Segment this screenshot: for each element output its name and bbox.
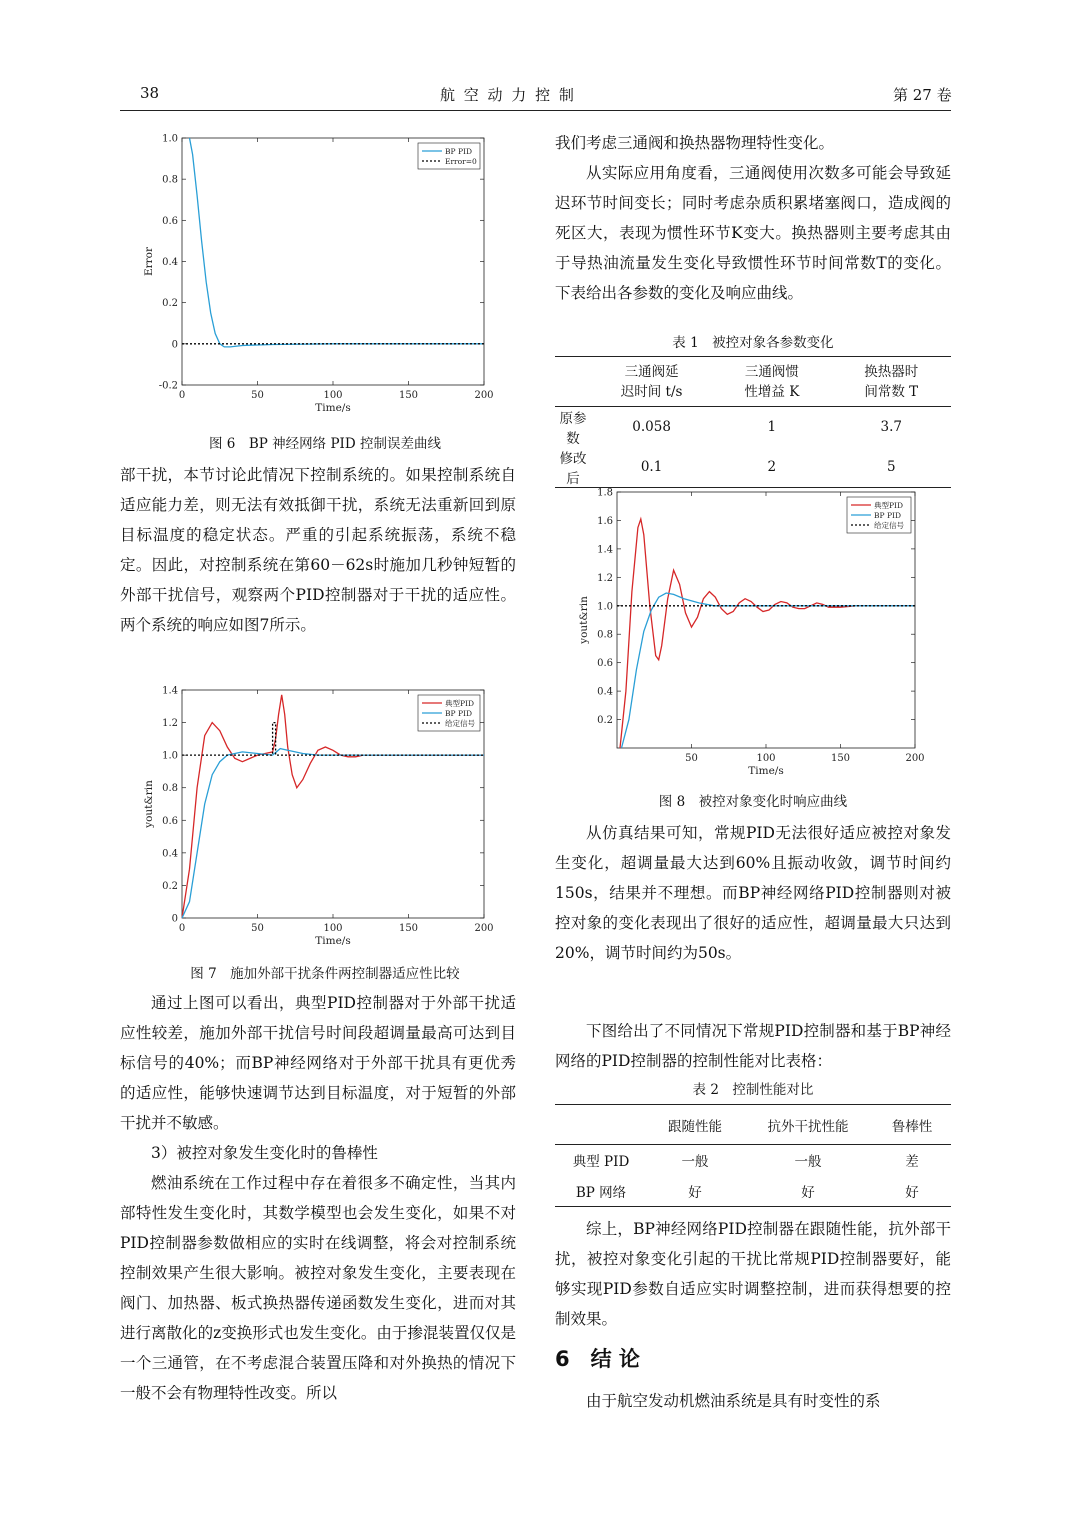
- header-rule: [120, 110, 951, 111]
- y-axis-label: yout&rin: [143, 780, 155, 828]
- table-cell: 好: [801, 1184, 815, 1201]
- y-tick-label: 0: [171, 339, 178, 351]
- y-tick-label: 0.8: [162, 783, 178, 795]
- figure-8-caption: 图 8 被控对象变化时响应曲线: [658, 794, 848, 810]
- table-1-header-cell: 三通阀惯性增益 K: [744, 363, 800, 400]
- table-cell: 差: [905, 1154, 919, 1171]
- left-paragraph-3: 3）被控对象发生变化时的鲁棒性: [151, 1144, 378, 1162]
- journal-name: 航 空 动 力 控 制: [440, 86, 576, 104]
- table-cell: 原参数: [559, 411, 587, 447]
- table-cell: 3.7: [880, 419, 903, 435]
- legend-label: Error=0: [445, 157, 477, 166]
- table-cell: 5: [886, 459, 896, 475]
- table-1-header-cell: 换热器时间常数 T: [864, 363, 919, 400]
- table-row: [555, 1176, 951, 1207]
- x-tick-label: 100: [323, 923, 343, 934]
- y-tick-label: 1.6: [597, 515, 613, 527]
- x-tick-label: 150: [830, 753, 851, 764]
- plot-frame: [182, 138, 484, 385]
- table-2-header-cell: 鲁棒性: [891, 1118, 933, 1135]
- y-tick-label: 1.0: [162, 133, 178, 145]
- y-tick-label: 1.2: [162, 718, 178, 730]
- y-tick-label: 0.4: [162, 257, 178, 268]
- x-axis-label: Time/s: [315, 402, 351, 414]
- right-paragraph-3: 从仿真结果可知，常规PID无法很好适应被控对象发生变化，超调量最大达到60%且振动收敛，调节时间约150s，结果并不理想。而BP神经网络PID控制器则对被控对象的变化表现出了很好的适应性，超调量最大只达到20%，调节时间约为50s。: [555, 824, 951, 962]
- x-tick-label: 100: [323, 390, 343, 401]
- right-paragraph-4: 下图给出了不同情况下常规PID控制器和基于BP神经网络的PID控制器的控制性能对比表格：: [555, 1022, 951, 1070]
- table-cell: 0.1: [640, 459, 663, 475]
- table-cell: 1: [767, 419, 777, 435]
- table-1-header-cell: [555, 357, 591, 407]
- volume-number: 第 27 卷: [893, 86, 952, 104]
- y-tick-label: 1.4: [597, 544, 613, 556]
- table-1: [555, 356, 951, 488]
- x-tick-label: 0: [178, 390, 186, 401]
- figure-7-caption: 图 7 施加外部干扰条件两控制器适应性比较: [190, 966, 460, 982]
- x-tick-label: 50: [251, 923, 264, 934]
- y-tick-label: 0.6: [162, 815, 178, 827]
- table-2-header-cell: 抗外干扰性能: [767, 1118, 849, 1135]
- y-tick-label: 1.0: [162, 750, 178, 762]
- figure-6-chart: [135, 128, 505, 418]
- table-row: [555, 407, 951, 448]
- table-cell: 一般: [794, 1154, 822, 1171]
- series-line-1: [620, 519, 915, 748]
- legend-label: BP PID: [445, 147, 472, 156]
- table-1-caption: 表 1 被控对象各参数变化: [672, 335, 834, 351]
- y-tick-label: 1.4: [162, 685, 178, 697]
- x-axis-label: Time/s: [315, 935, 351, 947]
- series-line-2: [182, 749, 484, 918]
- x-tick-label: 200: [474, 390, 494, 401]
- series-line-1: [190, 138, 485, 347]
- table-cell: 2: [767, 459, 777, 475]
- y-tick-label: 0.4: [162, 848, 178, 860]
- x-tick-label: 200: [905, 753, 925, 764]
- y-axis-label: yout&rin: [578, 596, 590, 644]
- table-2-caption: 表 2 控制性能对比: [692, 1082, 814, 1098]
- figure-6-caption: 图 6 BP 神经网络 PID 控制误差曲线: [209, 436, 441, 452]
- figure-7-chart: [135, 680, 505, 950]
- table-cell: BP 网络: [575, 1184, 627, 1201]
- y-tick-label: 1.0: [597, 601, 613, 613]
- x-tick-label: 200: [474, 923, 494, 934]
- section-title: 6 结 论: [555, 1347, 640, 1371]
- figure-8-chart: [570, 482, 930, 782]
- y-tick-label: 0.4: [597, 686, 613, 698]
- y-tick-label: 0.2: [162, 298, 178, 310]
- x-tick-label: 150: [398, 390, 419, 401]
- x-tick-label: 50: [251, 390, 264, 401]
- left-paragraph-1: 部干扰，本节讨论此情况下控制系统的。如果控制系统自适应能力差，则无法有效抵御干扰，系统无法重新回到原目标温度的稳定状态。严重的引起系统振荡，系统不稳定。因此，对控制系统在第60－62s时施加几秒钟短暂的外部干扰信号，观察两个PID控制器对于干扰的适应性。两个系统的响应如图7所示。: [120, 466, 516, 634]
- y-tick-label: 0.6: [597, 658, 613, 670]
- y-tick-label: 0.2: [162, 880, 178, 892]
- x-tick-label: 0: [178, 923, 186, 934]
- legend-label: 典型PID: [874, 501, 904, 510]
- table-row: [555, 1145, 951, 1176]
- legend-label: 给定信号: [874, 521, 904, 530]
- legend-label: BP PID: [445, 709, 472, 718]
- table-cell: 好: [905, 1184, 919, 1201]
- x-tick-label: 100: [756, 753, 776, 764]
- table-cell: 典型 PID: [572, 1154, 630, 1171]
- y-tick-label: 1.8: [597, 487, 613, 499]
- right-paragraph-6: 由于航空发动机燃油系统是具有时变性的系: [586, 1392, 881, 1410]
- table-cell: 一般: [681, 1154, 709, 1171]
- y-tick-label: 0: [171, 913, 178, 925]
- y-tick-label: 0.6: [162, 215, 178, 227]
- right-paragraph-2: 从实际应用角度看，三通阀使用次数多可能会导致延迟环节时间变长；同时考虑杂质积累堵塞阀口，造成阀的死区大，表现为惯性环节K变大。换热器则主要考虑其由于导热油流量发生变化导致惯性环节时间常数T的变化。下表给出各参数的变化及响应曲线。: [555, 164, 951, 302]
- table-2-header-row: [555, 1105, 951, 1145]
- table-1-header-cell: 三通阀延迟时间 t/s: [620, 363, 683, 400]
- y-tick-label: -0.2: [158, 380, 178, 392]
- right-paragraph-1: 我们考虑三通阀和换热器物理特性变化。: [555, 134, 835, 152]
- legend-label: 典型PID: [445, 699, 475, 708]
- x-tick-label: 50: [685, 753, 698, 764]
- table-cell: 修改后: [559, 451, 587, 487]
- y-tick-label: 0.8: [162, 174, 178, 186]
- right-paragraph-5: 综上，BP神经网络PID控制器在跟随性能，抗外部干扰，被控对象变化引起的干扰比常规PID控制器要好，能够实现PID参数自适应实时调整控制，进而获得想要的控制效果。: [555, 1220, 951, 1328]
- table-cell: 好: [688, 1184, 702, 1201]
- table-cell: 0.058: [632, 419, 671, 435]
- table-2: [555, 1104, 951, 1207]
- left-paragraph-4: 燃油系统在工作过程中存在着很多不确定性，当其内部特性发生变化时，其数学模型也会发生变化，如果不对PID控制器参数做相应的实时在线调整，将会对控制系统控制效果产生很大影响。被控对象发生变化，主要表现在阀门、加热器、板式换热器传递函数发生变化，进而对其进行离散化的z变换形式也发生变化。由于掺混装置仅仅是一个三通管，在不考虑混合装置压降和对外换热的情况下一般不会有物理特性改变。所以: [120, 1174, 516, 1402]
- table-1-header-row: [555, 357, 951, 407]
- y-tick-label: 0.8: [597, 629, 613, 641]
- legend-label: 给定信号: [445, 719, 475, 728]
- y-tick-label: 1.2: [597, 572, 613, 584]
- x-axis-label: Time/s: [748, 765, 784, 777]
- x-tick-label: 150: [398, 923, 419, 934]
- table-2-header-cell: [555, 1105, 647, 1145]
- y-tick-label: 0.2: [597, 715, 613, 727]
- y-axis-label: Error: [143, 246, 155, 277]
- page-number: 38: [140, 84, 160, 102]
- left-paragraph-2: 通过上图可以看出，典型PID控制器对于外部干扰适应性较差，施加外部干扰信号时间段超调量最高可达到目标信号的40%；而BP神经网络对于外部干扰具有更优秀的适应性，能够快速调节达到目标温度，对于短暂的外部干扰并不敏感。: [120, 994, 516, 1132]
- legend-label: BP PID: [874, 511, 901, 520]
- table-2-header-cell: 跟随性能: [668, 1118, 722, 1135]
